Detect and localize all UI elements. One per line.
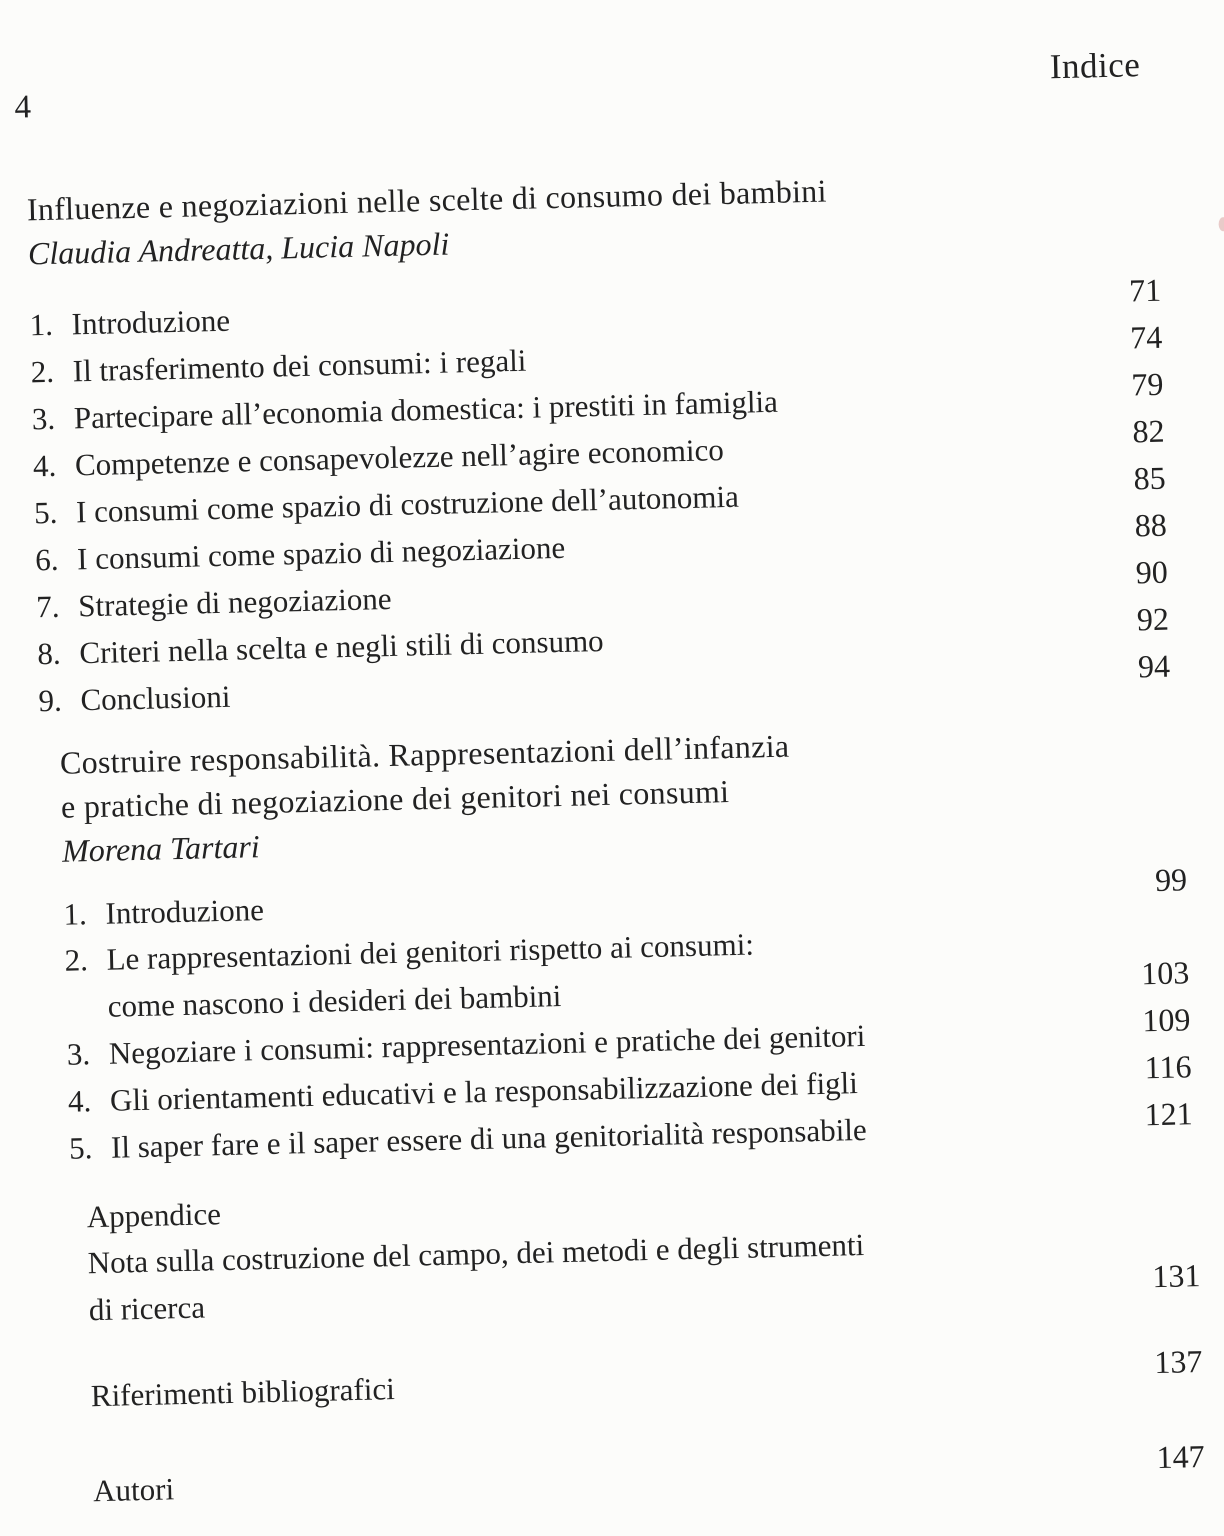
authors-entry: Autori bbox=[92, 1471, 175, 1509]
chapter-title-line2: e pratiche di negoziazione dei genitori nei consumi bbox=[60, 773, 730, 825]
chapter-authors: Claudia Andreatta, Lucia Napoli bbox=[27, 225, 450, 272]
toc-page-number: 90 bbox=[1135, 553, 1169, 591]
toc-item-index: 4. bbox=[32, 447, 57, 484]
toc-page-number: 109 bbox=[1141, 1001, 1191, 1039]
references-entry: Riferimenti bibliografici bbox=[90, 1371, 396, 1414]
toc-page-number: 71 bbox=[1128, 271, 1162, 309]
toc-item-label: Partecipare all’economia domestica: i prestiti in famiglia bbox=[73, 383, 779, 436]
toc-item-label: I consumi come spazio di costruzione dell’autonomia bbox=[75, 478, 740, 530]
toc-page-number: 116 bbox=[1144, 1048, 1192, 1086]
toc-page-number: 103 bbox=[1140, 954, 1190, 992]
back-matter-block bbox=[86, 1168, 1205, 1514]
toc-item-index: 7. bbox=[35, 588, 60, 625]
toc-item-index: 5. bbox=[68, 1130, 93, 1166]
appendix-entry-line1: Nota sulla costruzione del campo, dei metodi e degli strumenti bbox=[87, 1226, 865, 1281]
toc-page-number: 99 bbox=[1154, 861, 1188, 899]
toc-row bbox=[92, 1438, 1206, 1514]
toc-item-label: Strategie di negoziazione bbox=[77, 580, 392, 624]
toc-page-number: 147 bbox=[1156, 1438, 1206, 1476]
chapter2-toc-list bbox=[63, 861, 1193, 1171]
toc-item-label: Competenze e consapevolezze nell’agire economico bbox=[74, 432, 725, 483]
toc-page-number: 74 bbox=[1129, 318, 1163, 356]
chapter-title: Influenze e negoziazioni nelle scelte di consumo dei bambini bbox=[26, 172, 828, 228]
toc-item-label: Il saper fare e il saper essere di una genitorialità responsabile bbox=[110, 1111, 867, 1165]
toc-item-label: Gli orientamenti educativi e la responsabilizzazione dei figli bbox=[109, 1065, 859, 1118]
appendix-entry-line2: di ricerca bbox=[88, 1289, 206, 1328]
toc-item-index: 5. bbox=[33, 494, 58, 531]
toc-page-number: 92 bbox=[1136, 600, 1170, 638]
toc-page-number: 131 bbox=[1151, 1257, 1201, 1295]
toc-page-number: 137 bbox=[1153, 1343, 1203, 1381]
toc-item-index: 4. bbox=[67, 1083, 92, 1119]
toc-item-index: 6. bbox=[34, 541, 59, 578]
toc-page-number: 88 bbox=[1134, 506, 1168, 544]
toc-page-number: 121 bbox=[1144, 1095, 1193, 1133]
toc-page-number: 85 bbox=[1133, 459, 1167, 497]
toc-item-label: Le rappresentazioni dei genitori rispetto ai consumi: bbox=[106, 926, 755, 977]
toc-item-index: 3. bbox=[66, 1036, 91, 1072]
chapter-authors: Morena Tartari bbox=[61, 828, 261, 869]
toc-item-index: 8. bbox=[37, 635, 62, 672]
toc-item-label: Il trasferimento dei consumi: i regali bbox=[72, 342, 527, 389]
page-number: 4 bbox=[14, 89, 32, 126]
index-heading: Indice bbox=[1049, 45, 1141, 87]
toc-row bbox=[90, 1343, 1203, 1419]
toc-item-index: 3. bbox=[31, 400, 56, 437]
toc-page-number: 82 bbox=[1132, 412, 1165, 450]
chapter1-toc-list bbox=[29, 271, 1171, 725]
chapter1-block bbox=[26, 161, 1170, 725]
scan-artifact bbox=[1218, 217, 1224, 231]
toc-item-index: 9. bbox=[38, 682, 63, 719]
chapter2-block bbox=[59, 714, 1193, 1171]
toc-item-label: Conclusioni bbox=[80, 678, 231, 718]
toc-item-label-continuation: come nascono i desideri dei bambini bbox=[107, 978, 562, 1024]
toc-item-label: Criteri nella scelta e negli stili di consumo bbox=[78, 622, 604, 671]
toc-page-number: 79 bbox=[1130, 365, 1164, 403]
appendix-heading: Appendice bbox=[86, 1196, 222, 1235]
toc-page-number: 94 bbox=[1137, 647, 1171, 685]
toc-item-label: Negoziare i consumi: rappresentazioni e pratiche dei genitori bbox=[108, 1017, 866, 1071]
toc-item-index: 2. bbox=[30, 353, 55, 390]
toc-item-index: 1. bbox=[63, 896, 88, 932]
toc-item-label: Introduzione bbox=[105, 892, 265, 931]
chapter-title-line1: Costruire responsabilità. Rappresentazioni dell’infanzia bbox=[59, 727, 790, 781]
toc-item-label: I consumi come spazio di negoziazione bbox=[76, 529, 566, 577]
toc-item-label: Introduzione bbox=[71, 302, 231, 342]
toc-item-index-spacer bbox=[66, 1017, 108, 1018]
toc-item-index: 2. bbox=[64, 942, 89, 978]
toc-item-index: 1. bbox=[29, 306, 54, 343]
